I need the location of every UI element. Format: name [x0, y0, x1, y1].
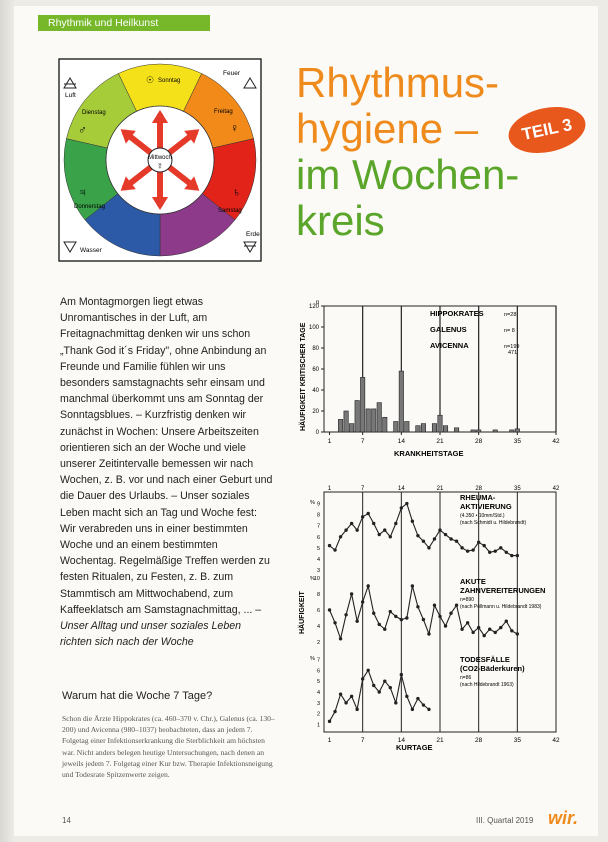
bottom-series-point	[433, 604, 436, 607]
bottom-x-tick-label: 14	[397, 737, 405, 744]
bottom-panel-title2: AKTIVIERUNG	[460, 502, 512, 511]
bottom-series-point	[427, 708, 430, 711]
bottom-series-point	[350, 695, 353, 698]
bottom-panel-title: RHEUMA-	[460, 493, 496, 502]
title-line-1: Rhythmus-	[296, 59, 500, 106]
top-bar	[349, 424, 353, 432]
body-paragraph: Am Montagmorgen liegt etwas Unromantisches in der Luft, am Freitagnachmittag denken wir uns schon „Thank God it´s Friday", ohne Anbindung an Freunde und Familie fühlen wir uns besonders samstagnachts sehr einsam und manchmal überkommt uns am Sonntag der Sonntagsblues. – Kurzfristig denken wir zunächst in Wochen: Unsere Arbeitszeiten orientieren sich an der Woche und viele unserer Zeitintervalle bemessen wir nach Wochen, z. B. vor und nach einer Geburt und die Dauer des Urlaubs. – Unser soziales Leben macht sich an Tag und Woche fest: Wir verabreden uns in einer bestimmten Woche und an einem bestimmten Wochentag. Regelmäßige Treffen werden zu festen Ritualen, zu Festen, z. B. zum Stammtisch am Mittwochabend, zum Kaffeeklatsch am Samstagnachmittag, ... – Unser Alltag und unser soziales Leben richten sich nach der Woche	[60, 296, 273, 649]
bottom-series-point	[427, 546, 430, 549]
bottom-x-tick-label: 35	[513, 737, 521, 744]
bottom-chart-xlabel: KURTAGE	[396, 743, 433, 752]
top-x-tick-label: 42	[552, 438, 560, 445]
top-bar	[355, 401, 359, 433]
bottom-y-tick-label: 6	[316, 608, 320, 614]
bottom-panel-source: (nach Pöllmann u. Hildebrandt 1983)	[460, 604, 542, 610]
bottom-series-point	[477, 626, 480, 629]
bottom-series-point	[394, 522, 397, 525]
bottom-series-point	[366, 584, 369, 587]
center-label: Mittwoch	[148, 155, 172, 161]
bottom-series-point	[516, 554, 519, 557]
bottom-series-point	[328, 720, 331, 723]
top-legend-name: AVICENNA	[430, 341, 469, 350]
bottom-series-point	[361, 515, 364, 518]
bottom-panel-title: TODESFÄLLE	[460, 655, 510, 664]
bottom-series-point	[328, 608, 331, 611]
bottom-series-point	[372, 612, 375, 615]
bottom-series-point	[422, 618, 425, 621]
bottom-series-point	[394, 615, 397, 618]
top-bar	[454, 428, 458, 432]
top-legend-name: HIPPOKRATES	[430, 309, 484, 318]
corner-label-earth: Erde	[246, 231, 260, 238]
small-text: Schon die Ärzte Hippokrates (ca. 460–370 v. Chr.), Galenus (ca. 130–200) und Avicenna (980–1037) beobachteten, dass an jedem 7. Folgetag einer Infektionserkrankung die Sterblichkeit am höchsten war. Nicht anders belegen heutige Untersuchungen, nach denen an jeweils jedem 7. Folgetag einer Kur bzw. Therapie Infektionsneigung und Todesrate Spitzenwerte zeigen.	[62, 714, 275, 780]
top-bar	[372, 409, 376, 432]
bottom-top-x-tick-label: 35	[513, 486, 521, 492]
bottom-series-point	[394, 701, 397, 704]
bottom-series-point	[460, 546, 463, 549]
day-label-sunday: Sonntag	[158, 78, 181, 84]
weekday-color-wheel	[58, 58, 262, 262]
bottom-top-x-tick-label: 21	[436, 486, 444, 492]
bottom-y-tick-label: 1	[316, 722, 320, 729]
bottom-y-unit: %	[310, 500, 315, 506]
bottom-series-point	[455, 540, 458, 543]
top-bar	[405, 422, 409, 433]
critical-days-bar-chart	[294, 296, 564, 460]
top-y-tick-label: 20	[312, 409, 319, 415]
bottom-y-tick-label: 5	[316, 545, 320, 552]
bottom-y-tick-label: 8	[316, 512, 320, 519]
bottom-series-point	[339, 692, 342, 695]
top-y-tick-label: 100	[308, 325, 319, 331]
top-bar	[432, 424, 436, 432]
sun-icon: ☉	[146, 75, 155, 85]
venus-icon: ♀	[230, 121, 239, 135]
bottom-panel-sub: n=86	[460, 675, 472, 681]
bottom-series-point	[477, 541, 480, 544]
bottom-y-unit: %	[310, 656, 315, 662]
bottom-y-tick-label: 8	[316, 592, 320, 598]
bottom-series-point	[405, 616, 408, 619]
top-x-tick-label: 21	[436, 438, 444, 445]
bottom-series-point	[400, 618, 403, 621]
top-y-tick-label: 40	[312, 388, 319, 394]
bottom-series-point	[510, 629, 513, 632]
bottom-series-point	[344, 613, 347, 616]
page-number: 14	[62, 816, 71, 825]
bottom-series-point	[383, 528, 386, 531]
bottom-x-tick-label: 7	[360, 737, 365, 744]
top-bar	[360, 377, 364, 432]
bottom-series-point	[355, 708, 358, 711]
bottom-series-point	[482, 634, 485, 637]
part-badge: TEIL 3	[504, 100, 589, 159]
bottom-y-unit: %	[310, 576, 315, 582]
bottom-series-point	[355, 528, 358, 531]
bottom-series-point	[339, 637, 342, 640]
bottom-series-point	[339, 535, 342, 538]
top-x-tick-label: 14	[397, 438, 405, 445]
page-edge-shadow	[0, 0, 14, 842]
bottom-series-point	[361, 677, 364, 680]
bottom-series-point	[494, 631, 497, 634]
bottom-series-point	[366, 669, 369, 672]
top-bar	[515, 429, 519, 432]
corner-label-water: Wasser	[80, 247, 102, 254]
bottom-series-point	[333, 621, 336, 624]
title-line-2: hygiene –	[296, 105, 479, 152]
top-bar	[443, 426, 447, 432]
bottom-y-tick-label: 7	[316, 523, 320, 530]
top-x-tick-label: 35	[513, 438, 521, 445]
bottom-series-point	[361, 600, 364, 603]
bottom-panel-sub: (4.350 • 10mm/Std.)	[460, 513, 505, 519]
bottom-series-point	[405, 502, 408, 505]
top-legend-n: 471	[508, 350, 518, 356]
bottom-panel-source: (nach Schmidt u. Hildebrandt)	[460, 520, 527, 526]
top-chart-y-unit: n	[316, 300, 320, 306]
top-legend-name: GALENUS	[430, 325, 467, 334]
bottom-y-tick-label: 2	[316, 640, 320, 646]
bottom-series-point	[433, 537, 436, 540]
top-bar	[338, 419, 342, 432]
top-bar	[421, 424, 425, 432]
cure-days-line-chart	[294, 484, 584, 754]
bottom-series-point	[438, 528, 441, 531]
top-legend-n: n= 8	[504, 328, 515, 334]
bottom-y-tick-label: 2	[316, 711, 320, 718]
bottom-series-point	[455, 604, 458, 607]
mars-icon: ♂	[78, 123, 87, 137]
bottom-series-point	[444, 533, 447, 536]
article-title	[296, 60, 596, 244]
bottom-series-point	[505, 620, 508, 623]
top-bar	[366, 409, 370, 432]
jupiter-icon: ♃	[78, 185, 87, 199]
section-tag: Rhythmik und Heilkunst	[38, 15, 210, 31]
bottom-series-point	[482, 544, 485, 547]
bottom-series-point	[405, 695, 408, 698]
bottom-series-point	[471, 631, 474, 634]
bottom-y-tick-label: 4	[316, 624, 320, 630]
bottom-y-tick-label: 4	[316, 556, 320, 563]
top-bar	[493, 430, 497, 432]
subheading: Warum hat die Woche 7 Tage?	[62, 690, 213, 702]
bottom-series-point	[449, 537, 452, 540]
bottom-series-line	[330, 670, 429, 721]
bottom-series-point	[444, 624, 447, 627]
bottom-y-tick-label: 6	[316, 534, 320, 541]
top-y-tick-label: 0	[315, 430, 319, 436]
top-bar	[476, 430, 480, 432]
bottom-series-point	[516, 632, 519, 635]
top-bar	[399, 371, 403, 432]
magazine-logo: wir.	[548, 808, 579, 828]
bottom-y-tick-label: 4	[316, 690, 320, 696]
bottom-series-point	[505, 551, 508, 554]
bottom-x-tick-label: 42	[552, 737, 560, 744]
body-italic-conclusion: Unser Alltag und unser soziales Leben richten sich nach der Woche	[60, 620, 241, 649]
top-bar	[416, 426, 420, 432]
top-bar	[438, 415, 442, 432]
bottom-chart-ylabel: HÄUFIGKEIT	[299, 591, 306, 634]
bottom-series-point	[411, 584, 414, 587]
bottom-series-point	[389, 535, 392, 538]
bottom-series-point	[416, 697, 419, 700]
bottom-panel-title2: (CO2-Bäderkuren)	[460, 664, 525, 673]
bottom-series-point	[350, 522, 353, 525]
bottom-series-point	[466, 621, 469, 624]
bottom-series-point	[383, 679, 386, 682]
bottom-series-point	[416, 605, 419, 608]
bottom-series-point	[499, 546, 502, 549]
bottom-x-tick-label: 21	[436, 737, 444, 744]
bottom-series-point	[488, 551, 491, 554]
bottom-top-x-tick-label: 14	[397, 486, 405, 492]
top-legend-n: n=28	[504, 312, 517, 318]
title-line-3: im Wochen-	[296, 151, 520, 198]
bottom-series-point	[499, 626, 502, 629]
top-bar	[383, 417, 387, 432]
day-label-friday: Freitag	[214, 109, 233, 115]
bottom-series-point	[449, 612, 452, 615]
corner-label-fire: Feuer	[223, 70, 240, 77]
bottom-series-point	[466, 549, 469, 552]
bottom-series-point	[344, 528, 347, 531]
bottom-series-point	[355, 620, 358, 623]
bottom-series-point	[378, 623, 381, 626]
bottom-top-x-tick-label: 1	[327, 486, 332, 492]
bottom-panel-sub: n=890	[460, 597, 475, 603]
bottom-x-tick-label: 28	[475, 737, 483, 744]
top-x-tick-label: 7	[360, 438, 365, 445]
bottom-series-point	[383, 628, 386, 631]
bottom-series-point	[460, 628, 463, 631]
title-line-4: kreis	[296, 197, 385, 244]
day-label-saturday: Samstag	[218, 208, 242, 214]
bottom-y-tick-label: 6	[316, 668, 320, 675]
bottom-series-point	[328, 544, 331, 547]
bottom-series-point	[416, 534, 419, 537]
top-bar	[471, 430, 475, 432]
body-text	[60, 294, 274, 650]
bottom-top-x-tick-label: 7	[360, 486, 365, 492]
bottom-series-point	[494, 549, 497, 552]
saturn-icon: ♄	[232, 185, 241, 199]
bottom-panel-title: AKUTE	[460, 577, 486, 586]
bottom-series-point	[422, 703, 425, 706]
bottom-series-point	[333, 548, 336, 551]
bottom-y-tick-label: 5	[316, 679, 320, 686]
bottom-y-tick-label: 7	[316, 657, 320, 664]
top-bar	[394, 422, 398, 433]
bottom-series-point	[471, 548, 474, 551]
bottom-series-point	[400, 673, 403, 676]
top-x-tick-label: 28	[475, 438, 483, 445]
bottom-series-point	[510, 554, 513, 557]
bottom-top-x-tick-label: 28	[475, 486, 483, 492]
bottom-series-point	[422, 540, 425, 543]
bottom-series-point	[400, 506, 403, 509]
issue-label: III. Quartal 2019	[476, 816, 534, 825]
bottom-series-point	[333, 710, 336, 713]
bottom-y-tick-label: 3	[316, 700, 320, 707]
bottom-y-tick-label: 3	[316, 568, 320, 574]
top-bar	[510, 430, 514, 432]
top-x-tick-label: 1	[327, 438, 332, 445]
bottom-x-tick-label: 1	[327, 737, 332, 744]
bottom-top-x-tick-label: 42	[552, 486, 560, 492]
day-label-thursday: Donnerstag	[74, 204, 106, 210]
bottom-series-point	[389, 610, 392, 613]
bottom-series-point	[366, 512, 369, 515]
bottom-series-point	[372, 522, 375, 525]
bottom-panel-source: (nach Hildebrandt 1963)	[460, 682, 514, 688]
bottom-series-point	[488, 628, 491, 631]
day-label-tuesday: Dienstag	[82, 110, 106, 116]
bottom-series-point	[378, 533, 381, 536]
corner-label-air: Luft	[65, 92, 76, 99]
bottom-series-point	[389, 686, 392, 689]
top-bar	[377, 403, 381, 432]
mercury-icon: ☿	[156, 161, 164, 171]
bottom-series-point	[427, 632, 430, 635]
top-y-tick-label: 80	[312, 346, 319, 352]
bottom-y-tick-label: 10	[313, 576, 320, 582]
top-y-tick-label: 60	[312, 367, 319, 373]
bottom-series-point	[411, 520, 414, 523]
top-bar	[344, 411, 348, 432]
bottom-y-tick-label: 9	[316, 501, 320, 508]
top-chart-ylabel: HÄUFIGKEIT KRITISCHER TAGE	[300, 322, 307, 431]
top-chart-xlabel: KRANKHEITSTAGE	[394, 449, 464, 458]
bottom-series-point	[344, 701, 347, 704]
bottom-series-point	[378, 690, 381, 693]
bottom-series-point	[372, 684, 375, 687]
top-legend-n: n=199	[504, 344, 520, 350]
bottom-panel-title2: ZAHNVEREITERUNGEN	[460, 586, 546, 595]
bottom-series-point	[438, 615, 441, 618]
bottom-series-point	[350, 592, 353, 595]
bottom-series-point	[411, 708, 414, 711]
top-y-tick-label: 120	[308, 304, 319, 310]
